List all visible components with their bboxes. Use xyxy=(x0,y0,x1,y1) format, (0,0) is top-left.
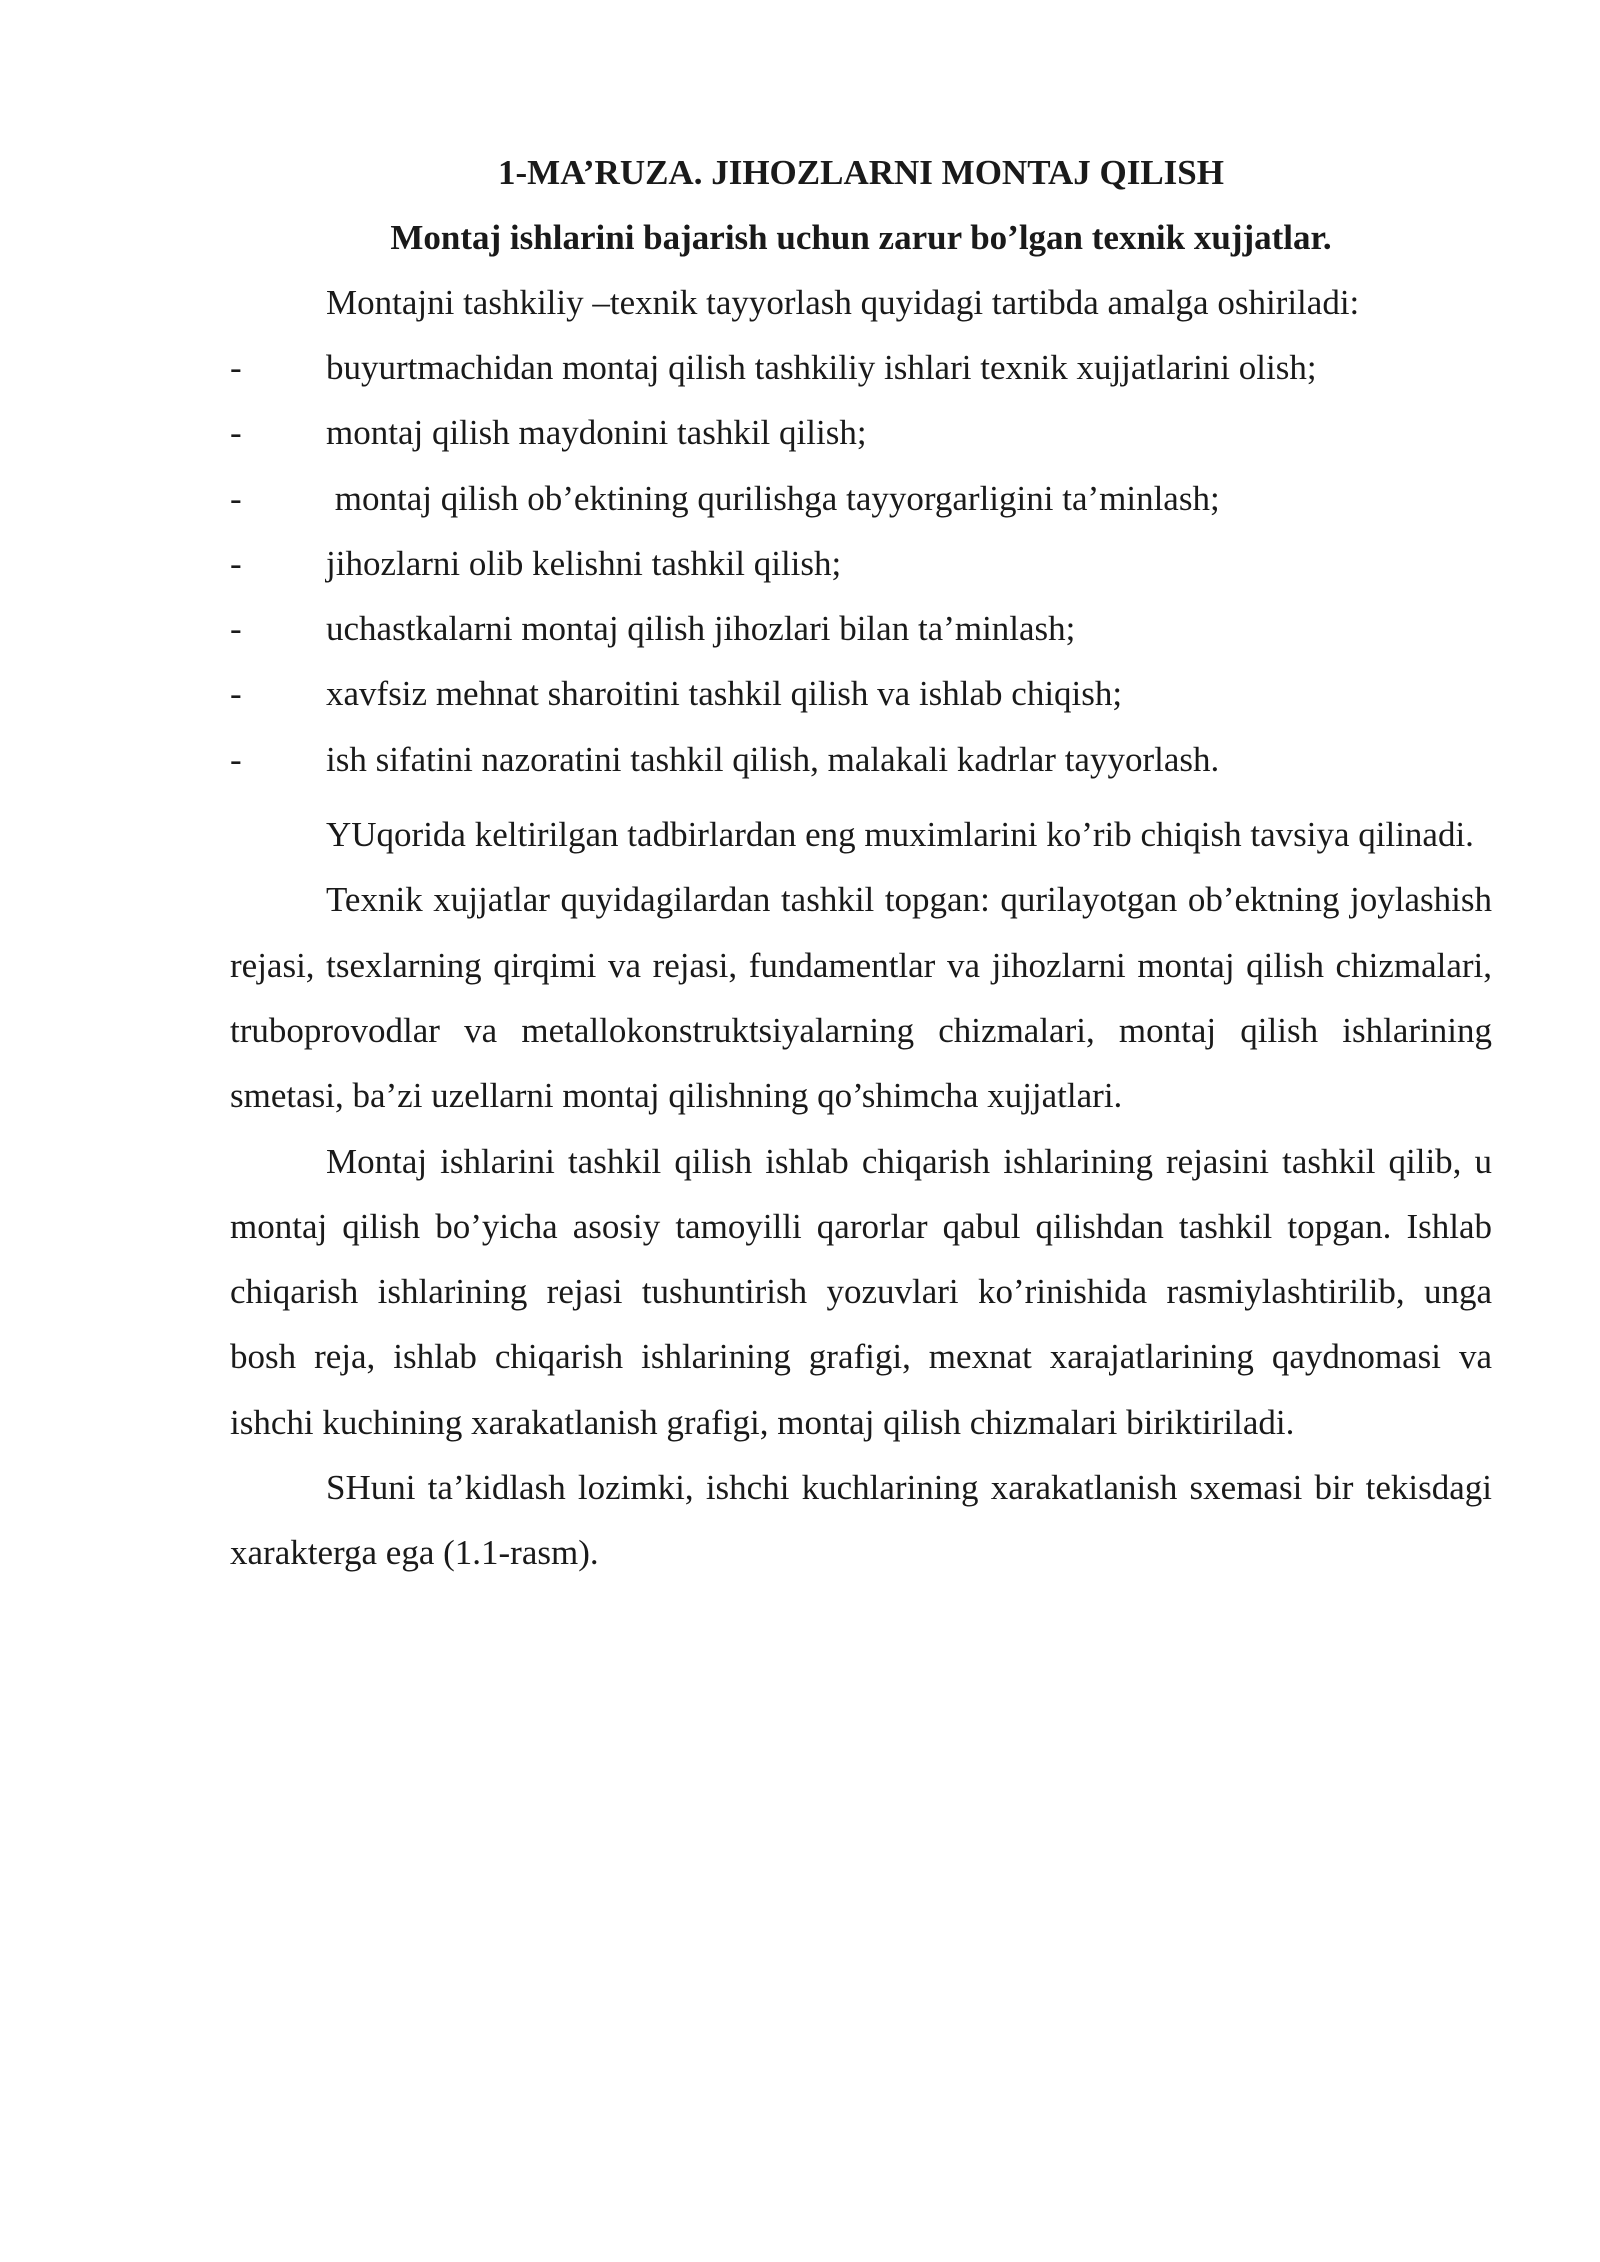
bullet-dash: - xyxy=(230,348,242,387)
list-item xyxy=(230,606,1492,652)
list-item-text: xavfsiz mehnat sharoitini tashkil qilish va ishlab chiqish; xyxy=(326,674,1123,714)
bullet-list xyxy=(230,345,1492,783)
document-page xyxy=(230,150,1492,1586)
section-subtitle: Montaj ishlarini bajarish uchun zarur bo’lgan texnik xujjatlar. xyxy=(390,218,1332,257)
bullet-dash: - xyxy=(230,413,242,453)
intro-paragraph: Montajni tashkiliy –texnik tayyorlash quyidagi tartibda amalga oshiriladi: xyxy=(326,283,1360,322)
list-item xyxy=(230,345,1492,391)
list-item xyxy=(230,410,1492,456)
body-paragraph: YUqorida keltirilgan tadbirlardan eng muximlarini ko’rib chiqish tavsiya qilinadi. xyxy=(326,815,1474,855)
list-item-text: montaj qilish ob’ektining qurilishga tayyorgarligini ta’minlash; xyxy=(326,478,1220,518)
list-item xyxy=(230,476,1492,522)
body-paragraph: Montaj ishlarini tashkil qilish ishlab chiqarish ishlarining rejasini tashkil qilib, u montaj qilish bo’yicha asosiy tamoyilli qarorlar qabul qilishdan tashkil topgan. Ishlab chiqarish ishlarining rejasi tushuntirish yozuvlari ko’rinishida rasmiylashtirilib, unga bosh reja, ishlab chiqarish ishlarining grafigi, mexnat xarajatlarining qaydnomasi va ishchi kuchining xarakatlanish grafigi, montaj qilish chizmalari biriktiriladi. xyxy=(230,1141,1492,1442)
list-item xyxy=(230,541,1492,587)
bullet-dash: - xyxy=(230,674,242,714)
bullet-dash: - xyxy=(230,543,242,583)
bullet-dash: - xyxy=(230,739,242,779)
bullet-dash: - xyxy=(230,609,242,649)
lecture-title: 1-MA’RUZA. JIHOZLARNI MONTAJ QILISH xyxy=(498,153,1224,192)
list-item-text: buyurtmachidan montaj qilish tashkiliy ishlari texnik xujjatlarini olish; xyxy=(326,348,1317,387)
bullet-dash: - xyxy=(230,478,242,518)
list-item-text: uchastkalarni montaj qilish jihozlari bilan ta’minlash; xyxy=(326,609,1076,649)
body-paragraph: Texnik xujjatlar quyidagilardan tashkil topgan: qurilayotgan ob’ektning joylashish rejasi, tsexlarning qirqimi va rejasi, fundamentlar va jihozlarni montaj qilish chizmalari, truboprovodlar va metallokonstruktsiyalarning chizmalari, montaj qilish ishlarining smetasi, ba’zi uzellarni montaj qilishning qo’shimcha xujjatlari. xyxy=(230,880,1492,1116)
list-item-text: jihozlarni olib kelishni tashkil qilish; xyxy=(326,543,842,583)
list-item-text: ish sifatini nazoratini tashkil qilish, malakali kadrlar tayyorlash. xyxy=(326,739,1220,779)
list-item-text: montaj qilish maydonini tashkil qilish; xyxy=(326,413,867,453)
list-item xyxy=(230,671,1492,717)
body-paragraph: SHuni ta’kidlash lozimki, ishchi kuchlarining xarakatlanish sxemasi bir tekisdagi xarakterga ega (1.1-rasm). xyxy=(230,1468,1492,1573)
list-item xyxy=(230,737,1492,783)
